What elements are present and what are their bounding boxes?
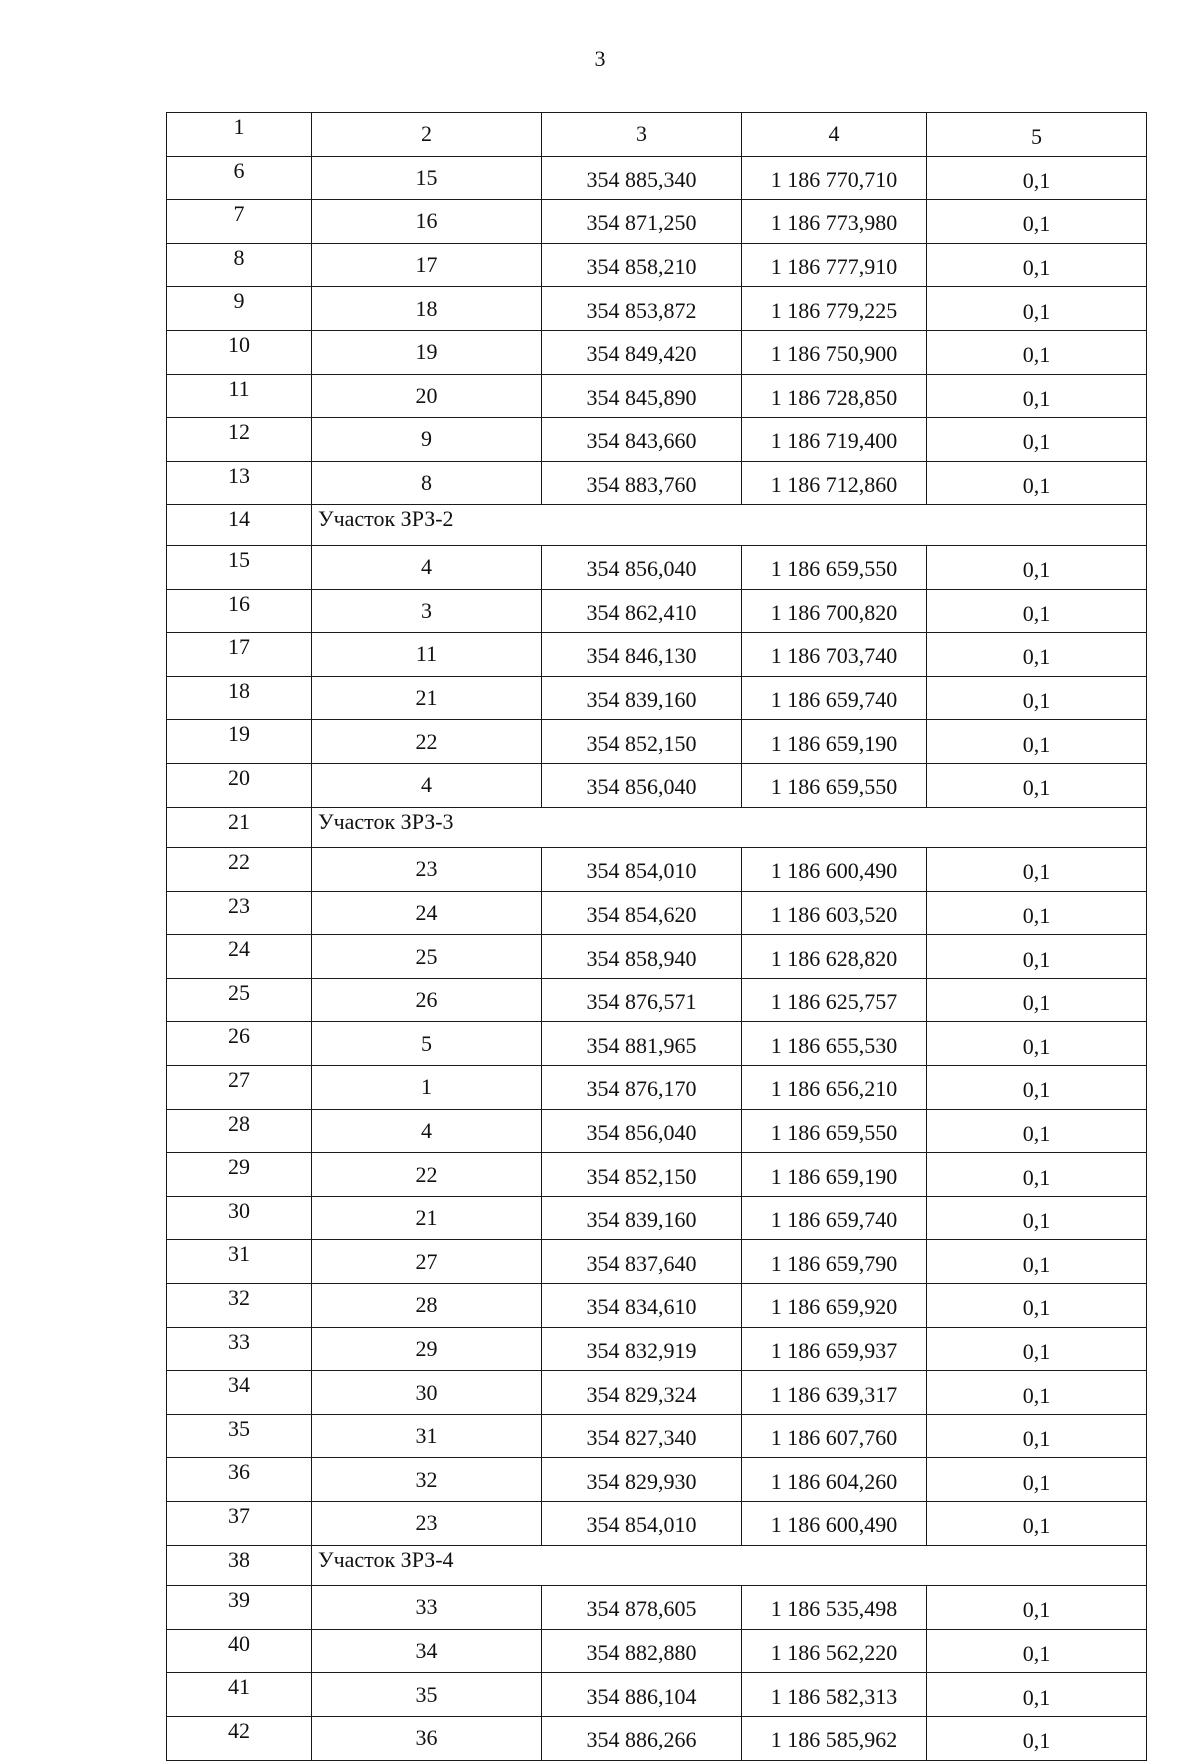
row-number-cell: 6 xyxy=(167,156,312,200)
point-number-cell: 25 xyxy=(312,935,542,979)
row-number-cell: 35 xyxy=(167,1414,312,1458)
row-number-cell: 37 xyxy=(167,1502,312,1546)
point-number-cell: 22 xyxy=(312,1153,542,1197)
y-coordinate-cell: 1 186 659,920 xyxy=(742,1284,927,1328)
y-coordinate-cell: 1 186 628,820 xyxy=(742,935,927,979)
y-coordinate-cell: 1 186 582,313 xyxy=(742,1673,927,1717)
x-coordinate-cell: 354 839,160 xyxy=(542,1196,742,1240)
x-coordinate-cell: 354 852,150 xyxy=(542,720,742,764)
table-row xyxy=(167,848,1147,892)
x-coordinate-cell: 354 858,210 xyxy=(542,243,742,287)
accuracy-cell: 0,1 xyxy=(927,287,1147,331)
x-coordinate-cell: 354 881,965 xyxy=(542,1022,742,1066)
point-number-cell: 4 xyxy=(312,545,542,589)
accuracy-cell: 0,1 xyxy=(927,720,1147,764)
point-number-cell: 15 xyxy=(312,156,542,200)
y-coordinate-cell: 1 186 779,225 xyxy=(742,287,927,331)
coordinates-table xyxy=(166,112,1147,1761)
row-number-cell: 29 xyxy=(167,1153,312,1197)
row-number-cell: 18 xyxy=(167,676,312,720)
y-coordinate-cell: 1 186 603,520 xyxy=(742,891,927,935)
row-number-cell: 15 xyxy=(167,545,312,589)
row-number-cell: 13 xyxy=(167,461,312,505)
table-row xyxy=(167,330,1147,374)
point-number-cell: 5 xyxy=(312,1022,542,1066)
row-number-cell: 16 xyxy=(167,589,312,633)
row-number-cell: 41 xyxy=(167,1673,312,1717)
accuracy-cell: 0,1 xyxy=(927,891,1147,935)
section-row xyxy=(167,1545,1147,1586)
y-coordinate-cell: 1 186 659,937 xyxy=(742,1327,927,1371)
x-coordinate-cell: 354 829,930 xyxy=(542,1458,742,1502)
point-number-cell: 27 xyxy=(312,1240,542,1284)
accuracy-cell: 0,1 xyxy=(927,243,1147,287)
accuracy-cell: 0,1 xyxy=(927,633,1147,677)
table-row xyxy=(167,1629,1147,1673)
table-row xyxy=(167,1371,1147,1415)
section-title-cell: Участок ЗРЗ-4 xyxy=(312,1545,1147,1586)
row-number-cell: 36 xyxy=(167,1458,312,1502)
x-coordinate-cell: 354 876,571 xyxy=(542,978,742,1022)
row-number-cell: 9 xyxy=(167,287,312,331)
table-row xyxy=(167,763,1147,807)
x-coordinate-cell: 354 858,940 xyxy=(542,935,742,979)
y-coordinate-cell: 1 186 659,550 xyxy=(742,763,927,807)
x-coordinate-cell: 354 845,890 xyxy=(542,374,742,418)
row-number-cell: 21 xyxy=(167,807,312,848)
point-number-cell: 35 xyxy=(312,1673,542,1717)
table-header-row xyxy=(167,113,1147,157)
row-number-cell: 26 xyxy=(167,1022,312,1066)
point-number-cell: 20 xyxy=(312,374,542,418)
x-coordinate-cell: 354 853,872 xyxy=(542,287,742,331)
table-row xyxy=(167,1153,1147,1197)
row-number-cell: 39 xyxy=(167,1586,312,1630)
x-coordinate-cell: 354 846,130 xyxy=(542,633,742,677)
column-header: 4 xyxy=(742,113,927,157)
point-number-cell: 34 xyxy=(312,1629,542,1673)
x-coordinate-cell: 354 852,150 xyxy=(542,1153,742,1197)
row-number-cell: 24 xyxy=(167,935,312,979)
x-coordinate-cell: 354 885,340 xyxy=(542,156,742,200)
x-coordinate-cell: 354 827,340 xyxy=(542,1414,742,1458)
x-coordinate-cell: 354 843,660 xyxy=(542,418,742,462)
y-coordinate-cell: 1 186 659,790 xyxy=(742,1240,927,1284)
row-number-cell: 20 xyxy=(167,763,312,807)
row-number-cell: 12 xyxy=(167,418,312,462)
row-number-cell: 11 xyxy=(167,374,312,418)
x-coordinate-cell: 354 837,640 xyxy=(542,1240,742,1284)
point-number-cell: 17 xyxy=(312,243,542,287)
accuracy-cell: 0,1 xyxy=(927,676,1147,720)
column-header: 5 xyxy=(927,113,1147,157)
table-row xyxy=(167,633,1147,677)
point-number-cell: 22 xyxy=(312,720,542,764)
accuracy-cell: 0,1 xyxy=(927,1716,1147,1760)
y-coordinate-cell: 1 186 585,962 xyxy=(742,1716,927,1760)
column-header: 3 xyxy=(542,113,742,157)
y-coordinate-cell: 1 186 659,740 xyxy=(742,676,927,720)
accuracy-cell: 0,1 xyxy=(927,1458,1147,1502)
table-row xyxy=(167,1673,1147,1717)
x-coordinate-cell: 354 871,250 xyxy=(542,200,742,244)
accuracy-cell: 0,1 xyxy=(927,1327,1147,1371)
x-coordinate-cell: 354 849,420 xyxy=(542,330,742,374)
point-number-cell: 23 xyxy=(312,1502,542,1546)
x-coordinate-cell: 354 829,324 xyxy=(542,1371,742,1415)
table-row xyxy=(167,1284,1147,1328)
y-coordinate-cell: 1 186 607,760 xyxy=(742,1414,927,1458)
column-header: 1 xyxy=(167,113,312,157)
point-number-cell: 33 xyxy=(312,1586,542,1630)
row-number-cell: 32 xyxy=(167,1284,312,1328)
accuracy-cell: 0,1 xyxy=(927,374,1147,418)
y-coordinate-cell: 1 186 562,220 xyxy=(742,1629,927,1673)
x-coordinate-cell: 354 832,919 xyxy=(542,1327,742,1371)
y-coordinate-cell: 1 186 600,490 xyxy=(742,1502,927,1546)
point-number-cell: 24 xyxy=(312,891,542,935)
accuracy-cell: 0,1 xyxy=(927,848,1147,892)
table-row xyxy=(167,720,1147,764)
accuracy-cell: 0,1 xyxy=(927,978,1147,1022)
table-row xyxy=(167,1502,1147,1546)
point-number-cell: 30 xyxy=(312,1371,542,1415)
x-coordinate-cell: 354 856,040 xyxy=(542,1109,742,1153)
x-coordinate-cell: 354 856,040 xyxy=(542,763,742,807)
row-number-cell: 25 xyxy=(167,978,312,1022)
row-number-cell: 23 xyxy=(167,891,312,935)
row-number-cell: 28 xyxy=(167,1109,312,1153)
point-number-cell: 11 xyxy=(312,633,542,677)
y-coordinate-cell: 1 186 719,400 xyxy=(742,418,927,462)
row-number-cell: 7 xyxy=(167,200,312,244)
section-title-cell: Участок ЗРЗ-2 xyxy=(312,505,1147,546)
table-row xyxy=(167,200,1147,244)
accuracy-cell: 0,1 xyxy=(927,330,1147,374)
table-row xyxy=(167,243,1147,287)
table-row xyxy=(167,461,1147,505)
row-number-cell: 17 xyxy=(167,633,312,677)
x-coordinate-cell: 354 854,620 xyxy=(542,891,742,935)
x-coordinate-cell: 354 883,760 xyxy=(542,461,742,505)
row-number-cell: 27 xyxy=(167,1066,312,1110)
accuracy-cell: 0,1 xyxy=(927,418,1147,462)
accuracy-cell: 0,1 xyxy=(927,1196,1147,1240)
y-coordinate-cell: 1 186 773,980 xyxy=(742,200,927,244)
table-row xyxy=(167,1109,1147,1153)
section-row xyxy=(167,505,1147,546)
y-coordinate-cell: 1 186 659,740 xyxy=(742,1196,927,1240)
accuracy-cell: 0,1 xyxy=(927,1284,1147,1328)
point-number-cell: 4 xyxy=(312,763,542,807)
table-row xyxy=(167,891,1147,935)
table-row xyxy=(167,1414,1147,1458)
table-row xyxy=(167,676,1147,720)
table-row xyxy=(167,1240,1147,1284)
accuracy-cell: 0,1 xyxy=(927,1240,1147,1284)
point-number-cell: 29 xyxy=(312,1327,542,1371)
row-number-cell: 42 xyxy=(167,1716,312,1760)
y-coordinate-cell: 1 186 659,550 xyxy=(742,1109,927,1153)
y-coordinate-cell: 1 186 659,190 xyxy=(742,720,927,764)
point-number-cell: 26 xyxy=(312,978,542,1022)
row-number-cell: 10 xyxy=(167,330,312,374)
y-coordinate-cell: 1 186 712,860 xyxy=(742,461,927,505)
row-number-cell: 14 xyxy=(167,505,312,546)
point-number-cell: 36 xyxy=(312,1716,542,1760)
row-number-cell: 40 xyxy=(167,1629,312,1673)
point-number-cell: 1 xyxy=(312,1066,542,1110)
column-header: 2 xyxy=(312,113,542,157)
point-number-cell: 21 xyxy=(312,1196,542,1240)
accuracy-cell: 0,1 xyxy=(927,763,1147,807)
table-row xyxy=(167,935,1147,979)
accuracy-cell: 0,1 xyxy=(927,1673,1147,1717)
accuracy-cell: 0,1 xyxy=(927,1502,1147,1546)
x-coordinate-cell: 354 878,605 xyxy=(542,1586,742,1630)
accuracy-cell: 0,1 xyxy=(927,156,1147,200)
table-row xyxy=(167,978,1147,1022)
x-coordinate-cell: 354 854,010 xyxy=(542,848,742,892)
accuracy-cell: 0,1 xyxy=(927,461,1147,505)
y-coordinate-cell: 1 186 656,210 xyxy=(742,1066,927,1110)
accuracy-cell: 0,1 xyxy=(927,1066,1147,1110)
row-number-cell: 19 xyxy=(167,720,312,764)
table-row xyxy=(167,374,1147,418)
accuracy-cell: 0,1 xyxy=(927,545,1147,589)
point-number-cell: 3 xyxy=(312,589,542,633)
y-coordinate-cell: 1 186 728,850 xyxy=(742,374,927,418)
accuracy-cell: 0,1 xyxy=(927,200,1147,244)
y-coordinate-cell: 1 186 535,498 xyxy=(742,1586,927,1630)
point-number-cell: 16 xyxy=(312,200,542,244)
point-number-cell: 32 xyxy=(312,1458,542,1502)
table-row xyxy=(167,1586,1147,1630)
y-coordinate-cell: 1 186 625,757 xyxy=(742,978,927,1022)
accuracy-cell: 0,1 xyxy=(927,1022,1147,1066)
y-coordinate-cell: 1 186 655,530 xyxy=(742,1022,927,1066)
row-number-cell: 30 xyxy=(167,1196,312,1240)
x-coordinate-cell: 354 886,104 xyxy=(542,1673,742,1717)
table-row xyxy=(167,1458,1147,1502)
y-coordinate-cell: 1 186 770,710 xyxy=(742,156,927,200)
point-number-cell: 8 xyxy=(312,461,542,505)
table-row xyxy=(167,156,1147,200)
table-row xyxy=(167,589,1147,633)
row-number-cell: 31 xyxy=(167,1240,312,1284)
accuracy-cell: 0,1 xyxy=(927,1371,1147,1415)
table-row xyxy=(167,1327,1147,1371)
accuracy-cell: 0,1 xyxy=(927,1586,1147,1630)
point-number-cell: 4 xyxy=(312,1109,542,1153)
y-coordinate-cell: 1 186 750,900 xyxy=(742,330,927,374)
point-number-cell: 23 xyxy=(312,848,542,892)
accuracy-cell: 0,1 xyxy=(927,1414,1147,1458)
point-number-cell: 21 xyxy=(312,676,542,720)
y-coordinate-cell: 1 186 700,820 xyxy=(742,589,927,633)
accuracy-cell: 0,1 xyxy=(927,1629,1147,1673)
x-coordinate-cell: 354 839,160 xyxy=(542,676,742,720)
accuracy-cell: 0,1 xyxy=(927,935,1147,979)
x-coordinate-cell: 354 876,170 xyxy=(542,1066,742,1110)
accuracy-cell: 0,1 xyxy=(927,1109,1147,1153)
table-row xyxy=(167,1196,1147,1240)
row-number-cell: 22 xyxy=(167,848,312,892)
table-row xyxy=(167,287,1147,331)
x-coordinate-cell: 354 854,010 xyxy=(542,1502,742,1546)
row-number-cell: 8 xyxy=(167,243,312,287)
row-number-cell: 33 xyxy=(167,1327,312,1371)
accuracy-cell: 0,1 xyxy=(927,589,1147,633)
table-row xyxy=(167,1066,1147,1110)
x-coordinate-cell: 354 834,610 xyxy=(542,1284,742,1328)
x-coordinate-cell: 354 856,040 xyxy=(542,545,742,589)
x-coordinate-cell: 354 862,410 xyxy=(542,589,742,633)
point-number-cell: 19 xyxy=(312,330,542,374)
table-row xyxy=(167,545,1147,589)
y-coordinate-cell: 1 186 703,740 xyxy=(742,633,927,677)
page-number: 3 xyxy=(594,46,606,71)
y-coordinate-cell: 1 186 600,490 xyxy=(742,848,927,892)
table-row xyxy=(167,418,1147,462)
section-row xyxy=(167,807,1147,848)
y-coordinate-cell: 1 186 639,317 xyxy=(742,1371,927,1415)
y-coordinate-cell: 1 186 777,910 xyxy=(742,243,927,287)
point-number-cell: 18 xyxy=(312,287,542,331)
x-coordinate-cell: 354 886,266 xyxy=(542,1716,742,1760)
y-coordinate-cell: 1 186 659,190 xyxy=(742,1153,927,1197)
accuracy-cell: 0,1 xyxy=(927,1153,1147,1197)
row-number-cell: 34 xyxy=(167,1371,312,1415)
y-coordinate-cell: 1 186 659,550 xyxy=(742,545,927,589)
row-number-cell: 38 xyxy=(167,1545,312,1586)
point-number-cell: 9 xyxy=(312,418,542,462)
y-coordinate-cell: 1 186 604,260 xyxy=(742,1458,927,1502)
section-title-cell: Участок ЗРЗ-3 xyxy=(312,807,1147,848)
point-number-cell: 28 xyxy=(312,1284,542,1328)
table-row xyxy=(167,1716,1147,1760)
x-coordinate-cell: 354 882,880 xyxy=(542,1629,742,1673)
point-number-cell: 31 xyxy=(312,1414,542,1458)
table-row xyxy=(167,1022,1147,1066)
